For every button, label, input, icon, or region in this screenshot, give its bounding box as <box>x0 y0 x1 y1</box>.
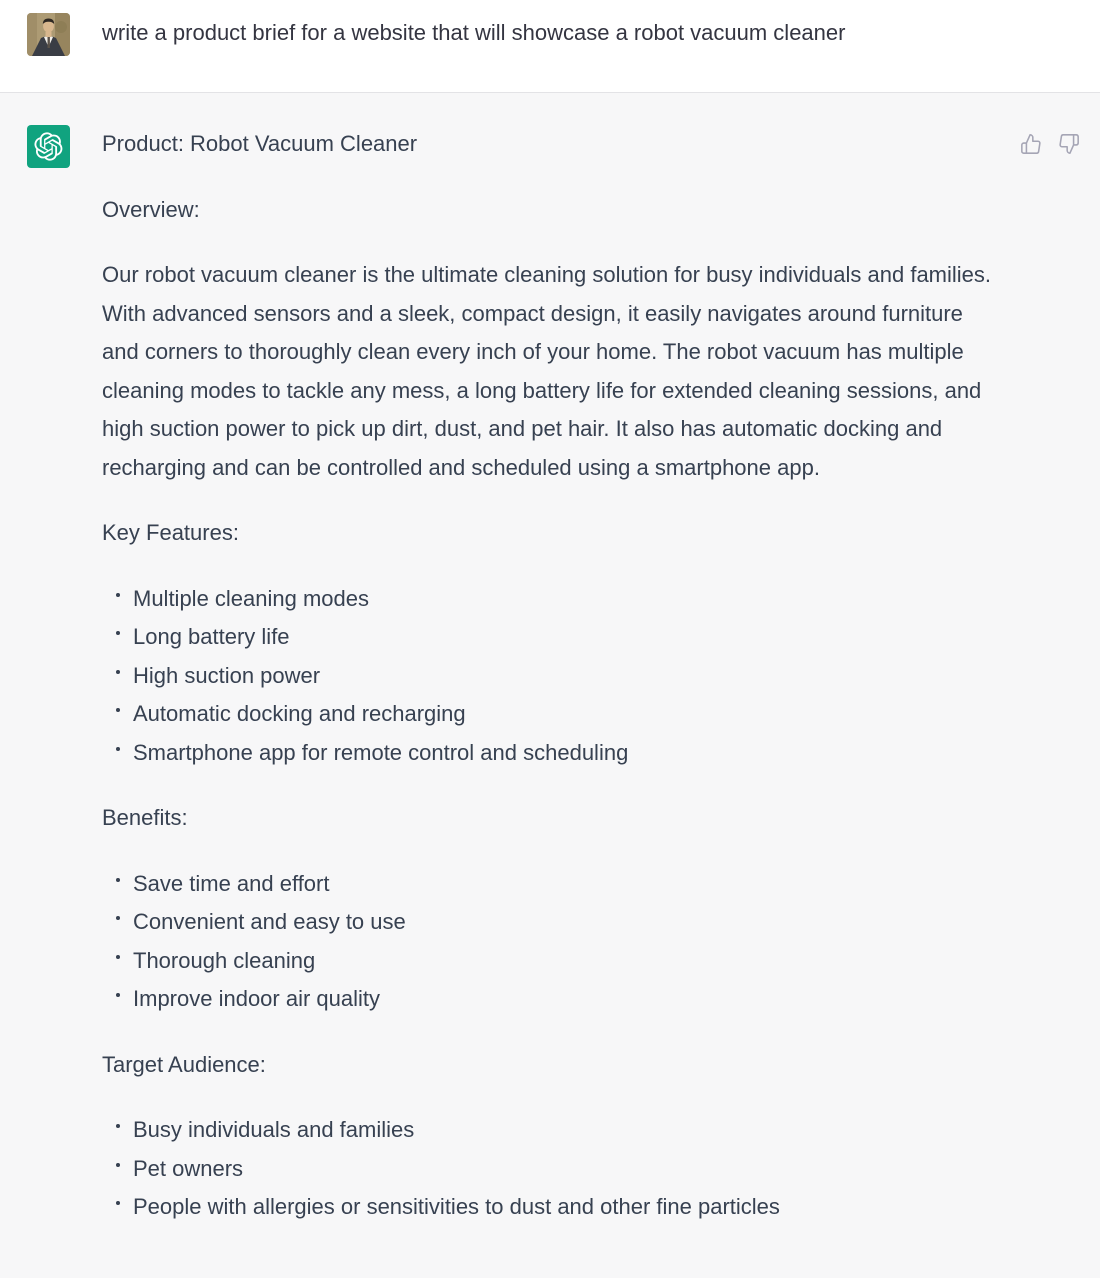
openai-logo-icon <box>34 132 63 161</box>
bullet-list <box>102 1111 1002 1227</box>
list-item: Thorough cleaning <box>102 942 1002 981</box>
assistant-title: Product: Robot Vacuum Cleaner <box>102 131 418 156</box>
list-item: Convenient and easy to use <box>102 903 1002 942</box>
assistant-avatar <box>27 125 70 168</box>
thumbs-down-icon <box>1058 133 1080 155</box>
list-item: Pet owners <box>102 1150 1002 1189</box>
list-item: Smartphone app for remote control and scheduling <box>102 734 1002 773</box>
list-item: Automatic docking and recharging <box>102 695 1002 734</box>
list-item: Long battery life <box>102 618 1002 657</box>
section-heading: Target Audience: <box>102 1051 266 1077</box>
assistant-message-row <box>0 92 1100 1278</box>
section-heading: Benefits: <box>102 805 188 830</box>
section-paragraph: Our robot vacuum cleaner is the ultimate cleaning solution for busy individuals and families. With advanced sensors and a sleek, compact design, it easily navigates around furniture and corners to thoroughly clean every inch of your home. The robot vacuum has multiple cleaning modes to tackle any mess, a long battery life for extended cleaning sessions, and high suction power to pick up dirt, dust, and pet hair. It also has automatic docking and recharging and can be controlled and scheduled using a smartphone app. <box>102 262 992 480</box>
section-heading: Key Features: <box>102 520 239 545</box>
list-item: Multiple cleaning modes <box>102 580 1002 619</box>
list-item: People with allergies or sensitivities to dust and other fine particles <box>102 1188 1002 1227</box>
thumbs-up-icon <box>1020 133 1042 155</box>
list-item: Busy individuals and families <box>102 1111 1002 1150</box>
user-avatar <box>27 13 70 56</box>
user-photo-avatar <box>27 13 70 56</box>
message-feedback-actions <box>1020 133 1080 155</box>
user-message-row <box>0 0 1100 92</box>
bullet-list <box>102 580 1002 773</box>
list-item: Improve indoor air quality <box>102 980 1002 1019</box>
bullet-list <box>102 865 1002 1019</box>
user-message-text: write a product brief for a website that will showcase a robot vacuum cleaner <box>102 20 846 45</box>
list-item: High suction power <box>102 657 1002 696</box>
thumbs-up-button[interactable] <box>1020 133 1042 155</box>
thumbs-down-button[interactable] <box>1058 133 1080 155</box>
assistant-message-content <box>102 125 1002 1254</box>
list-item: Save time and effort <box>102 865 1002 904</box>
section-heading: Overview: <box>102 196 200 222</box>
assistant-sections <box>102 191 1002 1227</box>
